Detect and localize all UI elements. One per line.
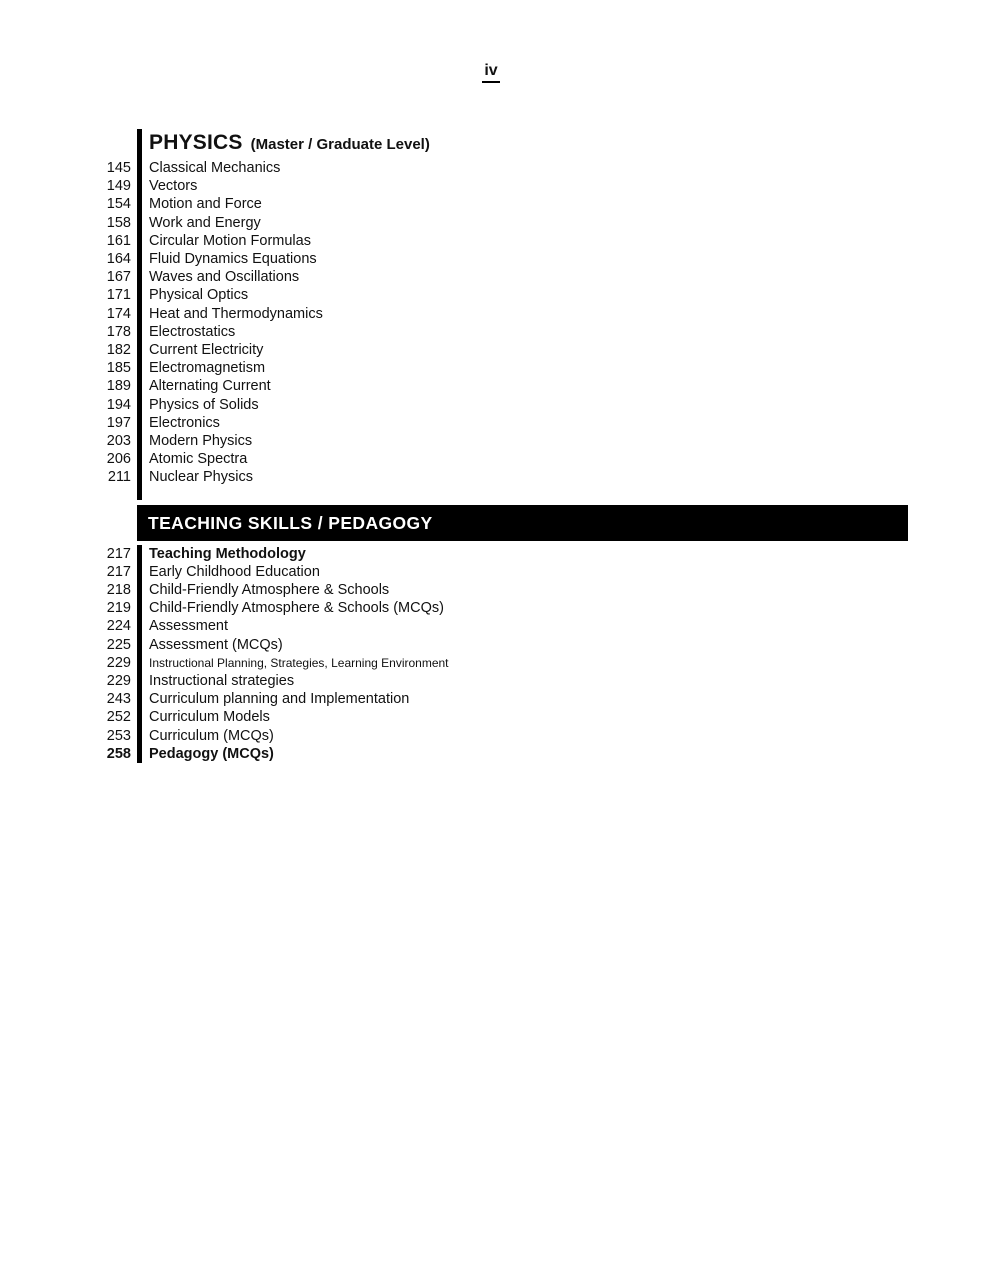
toc-item-title: Instructional Planning, Strategies, Learning Environment — [137, 654, 908, 672]
toc-item — [95, 232, 908, 250]
toc-item — [95, 377, 908, 395]
toc-item-title: Assessment (MCQs) — [137, 636, 908, 654]
toc-item-page-number: 218 — [106, 582, 131, 599]
toc-item-title: Instructional strategies — [137, 672, 908, 690]
toc-item-title: Curriculum planning and Implementation — [137, 690, 908, 708]
toc-item-page-number: 154 — [106, 196, 131, 213]
toc-item-page-number: 149 — [106, 178, 131, 195]
toc-item — [95, 708, 908, 726]
section-pedagogy — [95, 545, 908, 763]
toc-item-title: Waves and Oscillations — [137, 268, 908, 286]
toc-item — [95, 250, 908, 268]
toc-item-page-number: 164 — [106, 251, 131, 268]
toc-item-title: Fluid Dynamics Equations — [137, 250, 908, 268]
physics-heading-cell — [137, 129, 908, 159]
pedagogy-item-list — [95, 545, 908, 763]
toc-item-page-number: 225 — [106, 636, 131, 653]
toc-item-title: Work and Energy — [137, 214, 908, 232]
toc-item — [95, 414, 908, 432]
toc-item — [95, 690, 908, 708]
toc-item-page-number: 145 — [106, 160, 131, 176]
physics-item-list — [95, 159, 908, 487]
toc-item-title: Pedagogy (MCQs) — [137, 745, 908, 763]
toc-item — [95, 468, 908, 486]
toc-item-title: Atomic Spectra — [137, 450, 908, 468]
toc-item-title: Vectors — [137, 177, 908, 195]
toc-item-page-number: 161 — [106, 232, 131, 249]
toc-item — [95, 617, 908, 635]
toc-item-title: Child-Friendly Atmosphere & Schools — [137, 581, 908, 599]
toc-item — [95, 286, 908, 304]
toc-item-page-number: 197 — [106, 414, 131, 431]
toc-item-title: Alternating Current — [137, 377, 908, 395]
table-of-contents — [95, 129, 908, 763]
toc-item-title: Physical Optics — [137, 286, 908, 304]
toc-item-title: Current Electricity — [137, 341, 908, 359]
toc-item-page-number: 194 — [106, 396, 131, 413]
toc-item — [95, 636, 908, 654]
toc-item-title: Motion and Force — [137, 195, 908, 213]
toc-item-title: Electrostatics — [137, 323, 908, 341]
toc-item-title: Curriculum (MCQs) — [137, 727, 908, 745]
toc-item-title: Classical Mechanics — [137, 159, 908, 177]
toc-item-page-number: 217 — [106, 563, 131, 580]
toc-item-page-number: 174 — [106, 305, 131, 322]
toc-item-page-number: 258 — [106, 745, 131, 762]
toc-item-page-number: 158 — [106, 214, 131, 231]
toc-item-title: Electronics — [137, 414, 908, 432]
toc-item-title: Heat and Thermodynamics — [137, 305, 908, 323]
toc-item — [95, 159, 908, 177]
toc-item — [95, 450, 908, 468]
physics-section-subtitle: (Master / Graduate Level) — [250, 136, 430, 153]
toc-item-page-number: 203 — [106, 433, 131, 450]
toc-item — [95, 672, 908, 690]
toc-item-page-number: 182 — [106, 342, 131, 359]
toc-item-page-number: 167 — [106, 269, 131, 286]
physics-heading-row — [95, 129, 908, 159]
toc-item — [95, 727, 908, 745]
toc-item-title: Child-Friendly Atmosphere & Schools (MCQs) — [137, 599, 908, 617]
toc-item — [95, 323, 908, 341]
physics-section-title: PHYSICS — [149, 131, 243, 154]
toc-item — [95, 581, 908, 599]
toc-item — [95, 177, 908, 195]
toc-item-title: Modern Physics — [137, 432, 908, 450]
toc-item-page-number: 189 — [106, 378, 131, 395]
toc-item — [95, 599, 908, 617]
toc-item-page-number: 224 — [106, 618, 131, 635]
pedagogy-banner-title: TEACHING SKILLS / PEDAGOGY — [148, 512, 433, 533]
toc-item-page-number: 178 — [106, 323, 131, 340]
toc-item-page-number: 243 — [106, 691, 131, 708]
toc-item — [95, 654, 908, 672]
toc-item-page-number: 185 — [106, 360, 131, 377]
toc-item-title: Assessment — [137, 617, 908, 635]
toc-item — [95, 305, 908, 323]
pedagogy-banner — [137, 505, 908, 541]
toc-item-page-number: 217 — [106, 545, 131, 562]
toc-item — [95, 432, 908, 450]
toc-item-page-number: 219 — [106, 600, 131, 617]
toc-item — [95, 545, 908, 563]
toc-item — [95, 396, 908, 414]
toc-item-title: Circular Motion Formulas — [137, 232, 908, 250]
section-physics — [95, 129, 908, 500]
toc-item — [95, 745, 908, 763]
toc-item-page-number: 253 — [106, 727, 131, 744]
toc-item — [95, 359, 908, 377]
toc-item-title: Physics of Solids — [137, 396, 908, 414]
toc-item-title: Nuclear Physics — [137, 468, 908, 486]
toc-item-title: Teaching Methodology — [137, 545, 908, 563]
toc-item-page-number: 211 — [107, 469, 131, 486]
toc-item — [95, 195, 908, 213]
toc-item-page-number: 171 — [106, 287, 131, 304]
toc-item — [95, 214, 908, 232]
heading-number-spacer — [95, 129, 137, 159]
toc-item — [95, 341, 908, 359]
page-number: iv — [482, 62, 499, 83]
toc-item — [95, 268, 908, 286]
toc-item-page-number: 229 — [106, 654, 131, 671]
physics-bar-tail — [95, 487, 908, 500]
toc-item — [95, 563, 908, 581]
toc-item-page-number: 252 — [106, 709, 131, 726]
toc-item-page-number: 206 — [106, 451, 131, 468]
toc-item-title: Electromagnetism — [137, 359, 908, 377]
page-number-container — [0, 62, 982, 83]
toc-item-title: Early Childhood Education — [137, 563, 908, 581]
toc-item-page-number: 229 — [106, 673, 131, 690]
toc-item-title: Curriculum Models — [137, 708, 908, 726]
